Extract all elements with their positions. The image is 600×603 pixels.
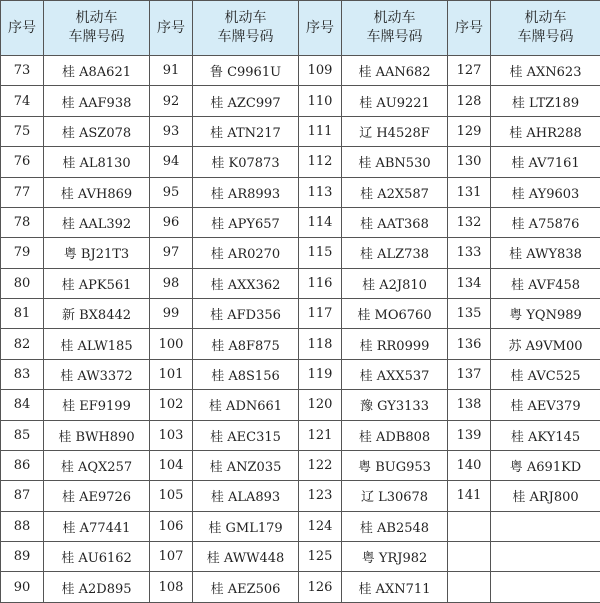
plate-cell [491,572,600,603]
seq-cell: 99 [150,299,193,329]
plate-cell: 桂 AEC315 [193,420,299,450]
seq-cell: 138 [448,390,491,420]
plate-cell: 桂 AV7161 [491,147,600,177]
seq-cell: 132 [448,207,491,237]
seq-cell: 139 [448,420,491,450]
table-row [1,116,600,146]
plate-cell: 桂 AAN682 [342,56,448,86]
table-row [1,56,600,86]
plate-cell: 桂 BWH890 [44,420,150,450]
seq-header: 序号 [299,1,342,56]
table-row [1,329,600,359]
plate-cell: 桂 AKY145 [491,420,600,450]
table-row [1,481,600,511]
plate-cell: 桂 AU6162 [44,542,150,572]
plate-cell: 桂 AQX257 [44,450,150,480]
table-row [1,390,600,420]
seq-cell: 128 [448,86,491,116]
plate-cell: 桂 A2X587 [342,177,448,207]
plate-cell: 粤 BUG953 [342,450,448,480]
seq-cell: 107 [150,542,193,572]
table-row [1,420,600,450]
seq-cell: 102 [150,390,193,420]
seq-cell: 131 [448,177,491,207]
plate-cell: 桂 ADN661 [193,390,299,420]
table-row [1,238,600,268]
seq-cell: 75 [1,116,44,146]
plate-cell: 桂 A2D895 [44,572,150,603]
table-row [1,572,600,603]
seq-cell: 122 [299,450,342,480]
seq-cell: 89 [1,542,44,572]
seq-cell: 140 [448,450,491,480]
plate-cell: 桂 A75876 [491,207,600,237]
seq-cell: 95 [150,177,193,207]
seq-header: 序号 [448,1,491,56]
seq-cell: 92 [150,86,193,116]
plate-cell: 桂 ASZ078 [44,116,150,146]
seq-cell: 110 [299,86,342,116]
table-row [1,299,600,329]
seq-cell: 113 [299,177,342,207]
seq-cell: 109 [299,56,342,86]
seq-cell: 117 [299,299,342,329]
seq-cell: 133 [448,238,491,268]
plate-cell: 桂 AHR288 [491,116,600,146]
table-row [1,450,600,480]
plate-cell: 桂 AWY838 [491,238,600,268]
plate-header: 机动车 车牌号码 [342,1,448,56]
seq-header: 序号 [150,1,193,56]
plate-cell: 桂 AXN623 [491,56,600,86]
seq-cell [448,542,491,572]
plate-cell: 豫 GY3133 [342,390,448,420]
seq-cell: 106 [150,511,193,541]
seq-cell: 127 [448,56,491,86]
plate-cell: 桂 AXX537 [342,359,448,389]
plate-cell: 桂 A8F875 [193,329,299,359]
seq-cell: 118 [299,329,342,359]
plate-cell [491,542,600,572]
plate-cell: 桂 AAF938 [44,86,150,116]
seq-cell: 136 [448,329,491,359]
plate-cell: 粤 YQN989 [491,299,600,329]
plate-cell: 桂 AEZ506 [193,572,299,603]
seq-cell: 141 [448,481,491,511]
plate-cell: 桂 AE9726 [44,481,150,511]
seq-cell: 86 [1,450,44,480]
seq-cell: 79 [1,238,44,268]
plate-cell: 桂 AVF458 [491,268,600,298]
plate-cell: 桂 A8S156 [193,359,299,389]
seq-cell: 108 [150,572,193,603]
seq-cell: 85 [1,420,44,450]
plate-cell: 桂 APK561 [44,268,150,298]
seq-cell: 126 [299,572,342,603]
plate-cell [491,511,600,541]
seq-cell: 94 [150,147,193,177]
plate-cell: 桂 AW3372 [44,359,150,389]
plate-cell: 桂 AFD356 [193,299,299,329]
seq-cell: 137 [448,359,491,389]
seq-cell: 125 [299,542,342,572]
seq-cell: 98 [150,268,193,298]
plate-header: 机动车 车牌号码 [44,1,150,56]
seq-cell: 83 [1,359,44,389]
plate-cell: 桂 MO6760 [342,299,448,329]
plate-cell: 桂 AEV379 [491,390,600,420]
seq-cell: 130 [448,147,491,177]
seq-cell: 101 [150,359,193,389]
plate-cell: 桂 ADB808 [342,420,448,450]
seq-cell: 87 [1,481,44,511]
seq-cell: 124 [299,511,342,541]
seq-cell: 74 [1,86,44,116]
seq-cell: 90 [1,572,44,603]
plate-cell: 桂 ANZ035 [193,450,299,480]
seq-cell: 134 [448,268,491,298]
plate-cell: 桂 LTZ189 [491,86,600,116]
seq-cell: 114 [299,207,342,237]
plate-cell: 桂 RR0999 [342,329,448,359]
plate-cell: 桂 A8A621 [44,56,150,86]
plate-cell: 桂 ALW185 [44,329,150,359]
plate-cell: 桂 ALA893 [193,481,299,511]
plate-cell: 辽 H4528F [342,116,448,146]
seq-cell: 115 [299,238,342,268]
seq-cell: 78 [1,207,44,237]
seq-cell: 80 [1,268,44,298]
seq-cell: 112 [299,147,342,177]
plate-cell: 苏 A9VM00 [491,329,600,359]
seq-cell: 111 [299,116,342,146]
plate-cell: 桂 ALZ738 [342,238,448,268]
seq-cell: 81 [1,299,44,329]
plate-cell: 鲁 C9961U [193,56,299,86]
seq-cell: 91 [150,56,193,86]
seq-cell [448,572,491,603]
seq-cell: 119 [299,359,342,389]
table-row [1,359,600,389]
plate-cell: 桂 AXN711 [342,572,448,603]
table-row [1,147,600,177]
plate-cell: 桂 AZC997 [193,86,299,116]
plate-cell: 桂 AAL392 [44,207,150,237]
plate-cell: 桂 AXX362 [193,268,299,298]
plate-cell: 新 BX8442 [44,299,150,329]
seq-cell: 116 [299,268,342,298]
table-row [1,542,600,572]
seq-cell [448,511,491,541]
plate-cell: 桂 ATN217 [193,116,299,146]
seq-cell: 84 [1,390,44,420]
seq-cell: 100 [150,329,193,359]
plate-cell: 桂 AL8130 [44,147,150,177]
plate-cell: 桂 AVH869 [44,177,150,207]
seq-cell: 96 [150,207,193,237]
plate-cell: 辽 L30678 [342,481,448,511]
seq-cell: 135 [448,299,491,329]
plate-cell: 桂 EF9199 [44,390,150,420]
plate-cell: 桂 ABN530 [342,147,448,177]
plate-cell: 桂 GML179 [193,511,299,541]
seq-cell: 97 [150,238,193,268]
table-row [1,207,600,237]
plate-header: 机动车 车牌号码 [193,1,299,56]
seq-header: 序号 [1,1,44,56]
plate-cell: 桂 K07873 [193,147,299,177]
seq-cell: 105 [150,481,193,511]
plate-cell: 桂 AWW448 [193,542,299,572]
seq-cell: 82 [1,329,44,359]
plate-cell: 桂 A2J810 [342,268,448,298]
seq-cell: 76 [1,147,44,177]
seq-cell: 121 [299,420,342,450]
plate-cell: 桂 AU9221 [342,86,448,116]
seq-cell: 93 [150,116,193,146]
plate-cell: 桂 AR0270 [193,238,299,268]
table-row [1,268,600,298]
plate-cell: 桂 ARJ800 [491,481,600,511]
table-body [1,56,600,603]
seq-cell: 129 [448,116,491,146]
table-row [1,177,600,207]
plate-cell: 桂 A77441 [44,511,150,541]
seq-cell: 120 [299,390,342,420]
plate-header: 机动车 车牌号码 [491,1,600,56]
seq-cell: 104 [150,450,193,480]
table-row [1,86,600,116]
plate-cell: 桂 AB2548 [342,511,448,541]
seq-cell: 77 [1,177,44,207]
seq-cell: 73 [1,56,44,86]
plate-cell: 桂 APY657 [193,207,299,237]
plate-cell: 粤 BJ21T3 [44,238,150,268]
table-row [1,511,600,541]
plate-cell: 粤 A691KD [491,450,600,480]
seq-cell: 88 [1,511,44,541]
seq-cell: 103 [150,420,193,450]
table-header [1,1,600,56]
seq-cell: 123 [299,481,342,511]
plate-cell: 桂 AY9603 [491,177,600,207]
plate-cell: 桂 AR8993 [193,177,299,207]
plate-cell: 粤 YRJ982 [342,542,448,572]
plate-cell: 桂 AVC525 [491,359,600,389]
plate-cell: 桂 AAT368 [342,207,448,237]
